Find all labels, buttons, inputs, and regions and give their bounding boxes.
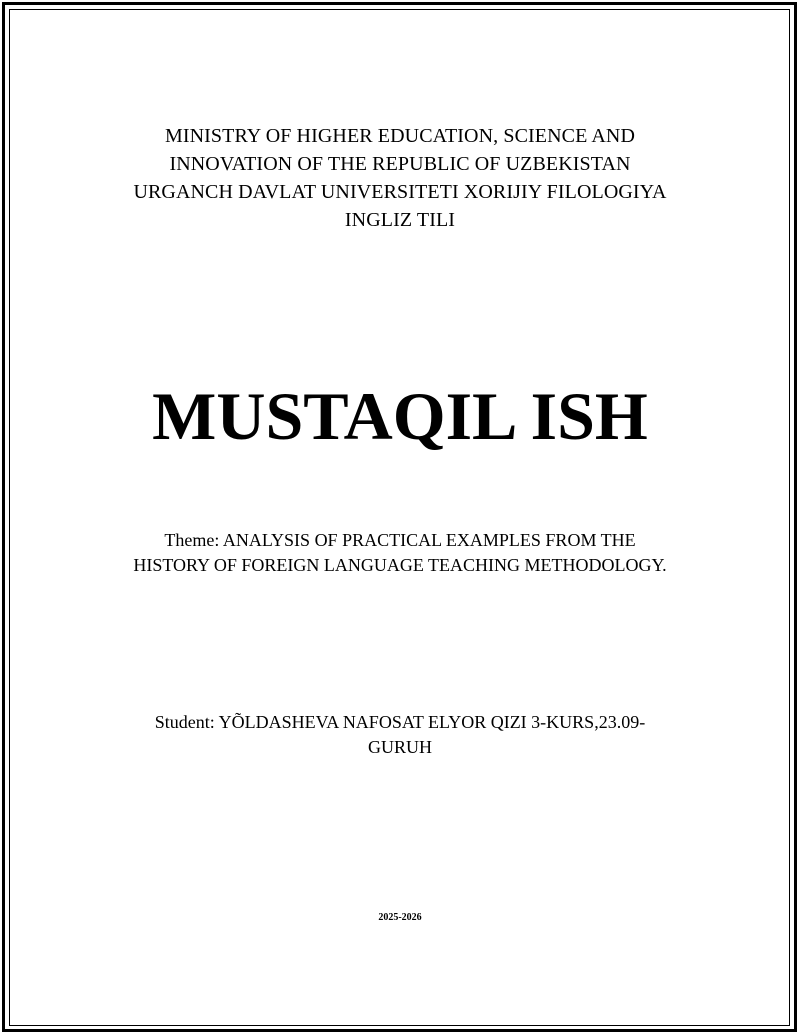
student-line-2: GURUH [367,737,432,757]
student-line-1: Student: YÕLDASHEVA NAFOSAT ELYOR QIZI 3-KURS,23.09- [154,712,646,732]
theme-line-2: HISTORY OF FOREIGN LANGUAGE TEACHING METHODOLOGY. [133,555,667,575]
theme-block [0,528,800,578]
student-block [0,710,800,760]
document-title: MUSTAQIL ISH [152,378,648,454]
institution-heading [0,122,800,234]
heading-line-university: URGANCH DAVLAT UNIVERSITETI XORIJIY FILOLOGIYA [133,181,667,203]
heading-line-department: INGLIZ TILI [344,209,456,231]
heading-line-ministry: MINISTRY OF HIGHER EDUCATION, SCIENCE AND [164,125,636,147]
academic-year: 2025-2026 [378,912,422,923]
heading-line-republic: INNOVATION OF THE REPUBLIC OF UZBEKISTAN [169,153,631,175]
theme-line-1: Theme: ANALYSIS OF PRACTICAL EXAMPLES FROM THE [164,530,636,550]
